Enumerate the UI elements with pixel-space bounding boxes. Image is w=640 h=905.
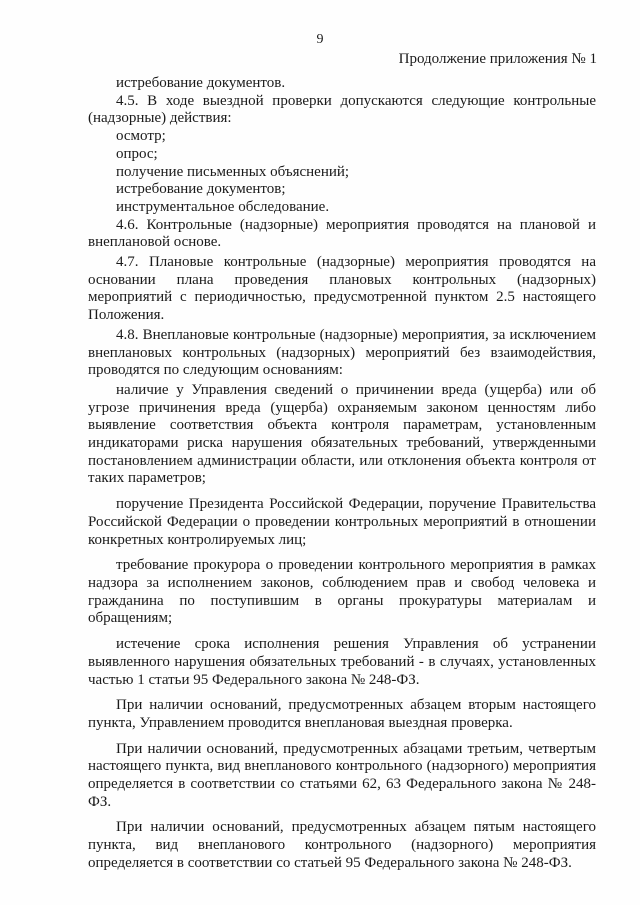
- list-item-action: истребование документов;: [116, 181, 286, 198]
- paragraph-second-ground: При наличии оснований, предусмотренных абзацем вторым настоящего пункта, Управлением проводится внеплановая выездная проверка.: [88, 697, 596, 731]
- paragraph-third-fourth-ground: При наличии оснований, предусмотренных абзацами третьим, четвертым настоящего пункта, вид внепланового контрольного (надзорного) мероприятия определяется в соответствии со статьями 62, 63 Федерального закона № 248-ФЗ.: [88, 740, 596, 810]
- list-item-action: осмотр;: [116, 128, 166, 145]
- appendix-continuation-label: Продолжение приложения № 1: [398, 51, 597, 67]
- list-item-ground: поручение Президента Российской Федерации, поручение Правительства Российской Федерации о проведении контрольных мероприятий в отношении конкретных контролируемых лиц;: [88, 496, 596, 548]
- list-item-ground: наличие у Управления сведений о причинении вреда (ущерба) или об угрозе причинения вреда (ущерба) охраняемым законом ценностям либо выявление соответствия объекта контроля параметрам, установленным индикаторами риска нарушения обязательных требований, утвержденными постановлением администрации области, или отклонения объекта контроля от таких параметров;: [88, 381, 596, 487]
- paragraph-intro-end: истребование документов.: [116, 75, 286, 91]
- page-number: 9: [316, 32, 324, 47]
- list-item-action: опрос;: [116, 145, 158, 162]
- list-item-ground: истечение срока исполнения решения Управления об устранении выявленного нарушения обязательных требований - в случаях, установленных частью 1 статьи 95 Федерального закона № 248-ФЗ.: [88, 636, 596, 688]
- list-item-action: инструментальное обследование.: [116, 198, 330, 215]
- paragraph-fifth-ground: При наличии оснований, предусмотренных абзацем пятым настоящего пункта, вид внепланового контрольного (надзорного) мероприятия определяется в соответствии со статьей 95 Федерального закона № 248-ФЗ.: [88, 819, 596, 871]
- paragraph-4-5: 4.5. В ходе выездной проверки допускаются следующие контрольные (надзорные) действия:: [88, 92, 596, 127]
- paragraph-4-8: 4.8. Внеплановые контрольные (надзорные) мероприятия, за исключением внеплановых контрольных (надзорных) мероприятий без взаимодействия, проводятся по следующим основаниям:: [88, 326, 596, 379]
- list-item-ground: требование прокурора о проведении контрольного мероприятия в рамках надзора за исполнением законов, соблюдением прав и свобод человека и гражданина по поступившим в органы прокуратуры материалам и обращениям;: [88, 557, 596, 627]
- document-body: [88, 75, 596, 873]
- paragraph-4-7: 4.7. Плановые контрольные (надзорные) мероприятия проводятся на основании плана проведения плановых контрольных (надзорных) мероприятий с периодичностью, предусмотренной пунктом 2.5 настоящего Положения.: [88, 254, 596, 324]
- list-item-action: получение письменных объяснений;: [116, 163, 350, 180]
- paragraph-4-6: 4.6. Контрольные (надзорные) мероприятия проводятся на плановой и внеплановой основе.: [88, 216, 596, 251]
